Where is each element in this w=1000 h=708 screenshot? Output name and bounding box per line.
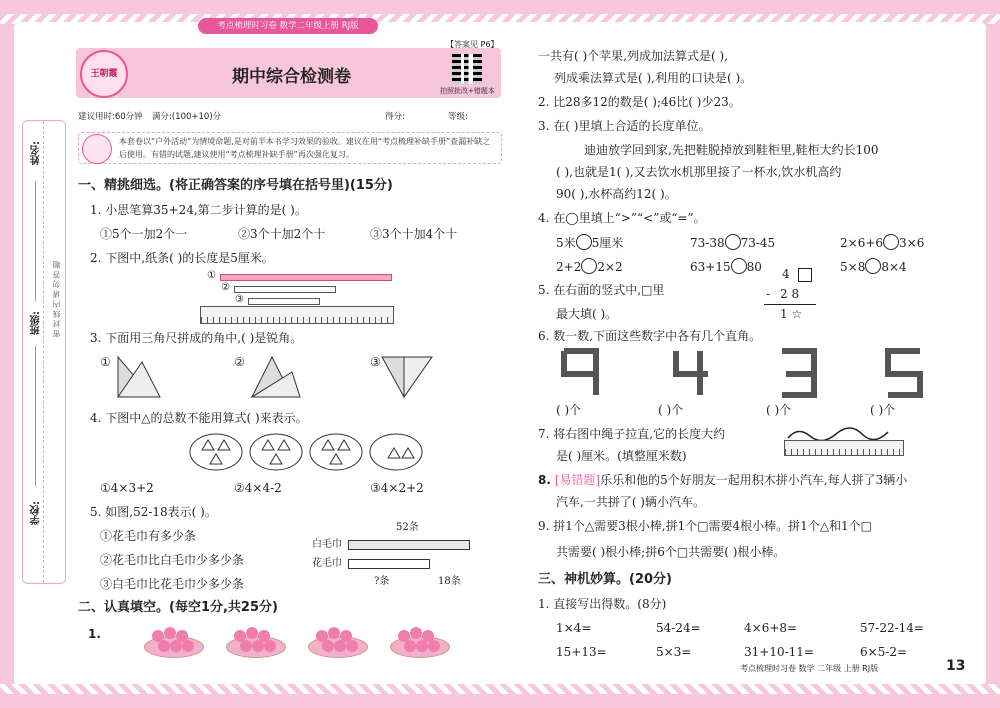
white-towel-label: 白毛巾 [312, 539, 342, 550]
strip-label-2: ② [221, 282, 230, 293]
q1-5-option-3: ③白毛巾比花毛巾少多少条 [100, 577, 245, 591]
compare-circle[interactable] [581, 258, 597, 274]
question-2-1-number: 1. [88, 627, 101, 641]
compare-circle[interactable] [731, 258, 747, 274]
q1-5-option-2: ②花毛巾比白毛巾少多少条 [100, 553, 245, 567]
class-label: 班级: [31, 311, 42, 335]
compare-2: 73-38 73-45 [690, 236, 776, 250]
triangle-groups [188, 430, 428, 474]
section-3-heading: 三、神机妙算。(20分) [538, 572, 672, 587]
q2-6-blank-4: ( )个 [870, 403, 896, 417]
seal-text: 密 封 线 内 请 勿 答 题 [52, 261, 61, 338]
q1-5-option-1: ①花毛巾有多少条 [100, 529, 197, 543]
q2-3-line-2: ( ),也就是1( ),又去饮水机那里接了一杯水,饮水机高约 [556, 165, 842, 179]
compare-1: 5米 5厘米 [556, 236, 624, 250]
compare-circle[interactable] [576, 234, 592, 250]
calc-7: 31+10-11= [744, 645, 814, 659]
question-2-8: 8. [易错题]乐乐和他的5个好朋友一起用积木拼小汽车,每人拼了3辆小 [538, 473, 908, 487]
flower-towel-label: 花毛巾 [312, 558, 342, 569]
flower-towel-bar [348, 559, 430, 569]
name-line [35, 181, 36, 301]
strip-label-1: ① [207, 270, 216, 281]
q1-4-option-2: ②4×4-2 [234, 481, 282, 495]
q1-4-option-1: ①4×3+2 [100, 481, 154, 495]
strip-2 [234, 286, 336, 293]
ruler [200, 306, 394, 324]
rope-ruler [784, 440, 904, 456]
series-banner: 考点梳理时习卷 数学二年级上册 RJ版 [198, 18, 378, 34]
set-square-figures [112, 352, 492, 402]
footer-text: 考点梳理时习卷 数学 二年级 上册 RJ版 [740, 664, 879, 673]
vs-box[interactable] [798, 268, 812, 282]
calc-4: 57-22-14= [860, 621, 924, 635]
name-label: 姓名: [31, 141, 42, 165]
towel-total-label: 52条 [396, 522, 419, 533]
compare-circle[interactable] [883, 234, 899, 250]
page-number: 13 [946, 658, 966, 674]
question-2-2: 2. 比28多12的数是( );46比( )少23。 [538, 95, 741, 109]
q2-7-line-2: 是( )厘米。(填整厘米数) [556, 449, 687, 463]
exam-note [78, 132, 502, 164]
girl-avatar-icon [82, 134, 112, 164]
angle-label-1: ① [100, 355, 111, 369]
school-label: 学校: [31, 501, 42, 525]
brand-logo: 王朝霞 [80, 50, 128, 98]
question-2-3: 3. 在( )里填上合适的长度单位。 [538, 119, 711, 133]
strip-label-3: ③ [235, 294, 244, 305]
q2-3-line-3: 90( ),水杯高约12( )。 [556, 187, 677, 201]
vs-top: 4 [782, 267, 790, 281]
full-score-label: 满分:(100+10)分 [152, 112, 222, 122]
student-info-strip [22, 120, 66, 584]
vs-mid: 2 8 [780, 287, 800, 301]
question-1-2: 2. 下图中,纸条( )的长度是5厘米。 [90, 251, 274, 265]
compare-6: 5×8 8×4 [840, 260, 907, 274]
note-text: 本套卷以“户外活动”为情境命题,是对前半本书学习效果的验收。建议在用“考点梳理补缺手册”查漏补缺之后使用。有错的试题,建议使用“考点梳理补缺手册”再次强化复习。 [119, 137, 491, 159]
q2-5-line-2: 最大填( )。 [556, 307, 618, 321]
qr-code-icon[interactable] [452, 54, 482, 84]
compare-circle[interactable] [725, 234, 741, 250]
question-3-1: 1. 直接写出得数。(8分) [538, 597, 667, 611]
q2-6-blank-3: ( )个 [766, 403, 792, 417]
section-2-heading: 二、认真填空。(每空1分,共25分) [78, 600, 278, 615]
question-2-4: 4. 在◯里填上“>”“<”或“=”。 [538, 211, 706, 225]
page-title: 期中综合检测卷 [232, 67, 351, 87]
q1-1-option-1: ①5个一加2个一 [100, 227, 188, 241]
question-1-5: 5. 如图,52-18表示( )。 [90, 505, 217, 519]
mistake-tag: [易错题] [554, 473, 601, 487]
q2-3-line-1: 迪迪放学回到家,先把鞋脱掉放到鞋柜里,鞋柜大约长100 [584, 143, 879, 157]
calc-8: 6×5-2= [860, 645, 908, 659]
right-angle-digits [560, 348, 940, 398]
strip-3 [248, 298, 320, 305]
grade-label: 等级: [448, 112, 468, 122]
q2-6-blank-2: ( )个 [658, 403, 684, 417]
vs-minus: - [766, 287, 771, 301]
q1-1-option-3: ③3个十加4个十 [370, 227, 458, 241]
unknown-label: ?条 [374, 576, 390, 587]
vs-line [764, 304, 816, 305]
question-1-4: 4. 下图中△的总数不能用算式( )来表示。 [90, 411, 308, 425]
question-1-3: 3. 下面用三角尺拼成的角中,( )是锐角。 [90, 331, 303, 345]
q2-8-line-2: 汽车,一共拼了( )辆小汽车。 [556, 495, 705, 509]
q2-1-line-1: 一共有( )个苹果,列成加法算式是( ), [538, 49, 728, 63]
q1-4-option-3: ③4×2+2 [370, 481, 424, 495]
q2-1-line-2: 列成乘法算式是( ),利用的口诀是( )。 [554, 71, 753, 85]
calc-6: 5×3= [656, 645, 692, 659]
q2-7-line-1: 7. 将右图中绳子拉直,它的长度大约 [538, 427, 726, 441]
qr-label: 拍照批改+错题本 [440, 87, 495, 95]
calc-3: 4×6+8= [744, 621, 798, 635]
calc-2: 54-24= [656, 621, 701, 635]
question-1-1: 1. 小思笔算35+24,第二步计算的是( )。 [90, 203, 307, 217]
vs-bottom: 1 ☆ [780, 307, 803, 321]
q2-9-line-2: 共需要( )根小棒;拼6个□共需要( )根小棒。 [556, 545, 786, 559]
calc-5: 15+13= [556, 645, 607, 659]
part-label: 18条 [438, 576, 461, 587]
white-towel-bar [348, 540, 470, 550]
strip-1 [220, 274, 392, 281]
q2-6-blank-1: ( )个 [556, 403, 582, 417]
bottom-border [0, 684, 1000, 694]
angle-label-2: ② [234, 355, 245, 369]
seal-line [43, 121, 44, 583]
time-label: 建议用时:60分钟 [78, 112, 143, 122]
q1-1-option-2: ②3个十加2个十 [238, 227, 326, 241]
section-1-heading: 一、精挑细选。(将正确答案的序号填在括号里)(15分) [78, 178, 393, 193]
question-2-6: 6. 数一数,下面这些数字中各有几个直角。 [538, 329, 762, 343]
compare-circle[interactable] [865, 258, 881, 274]
compare-4: 2+2 2×2 [556, 260, 623, 274]
compare-5: 63+15 80 [690, 260, 762, 274]
calc-1: 1×4= [556, 621, 592, 635]
q2-5-line-1: 5. 在右面的竖式中,□里 [538, 283, 665, 297]
answer-reference: 【答案见 P6】 [446, 40, 499, 49]
q2-9-line-1: 9. 拼1个△需要3根小棒,拼1个□需要4根小棒。拼1个△和1个□ [538, 519, 873, 533]
angle-label-3: ③ [370, 355, 381, 369]
compare-3: 2×6+6 3×6 [840, 236, 925, 250]
class-line [35, 346, 36, 486]
score-label: 得分: [385, 112, 405, 122]
